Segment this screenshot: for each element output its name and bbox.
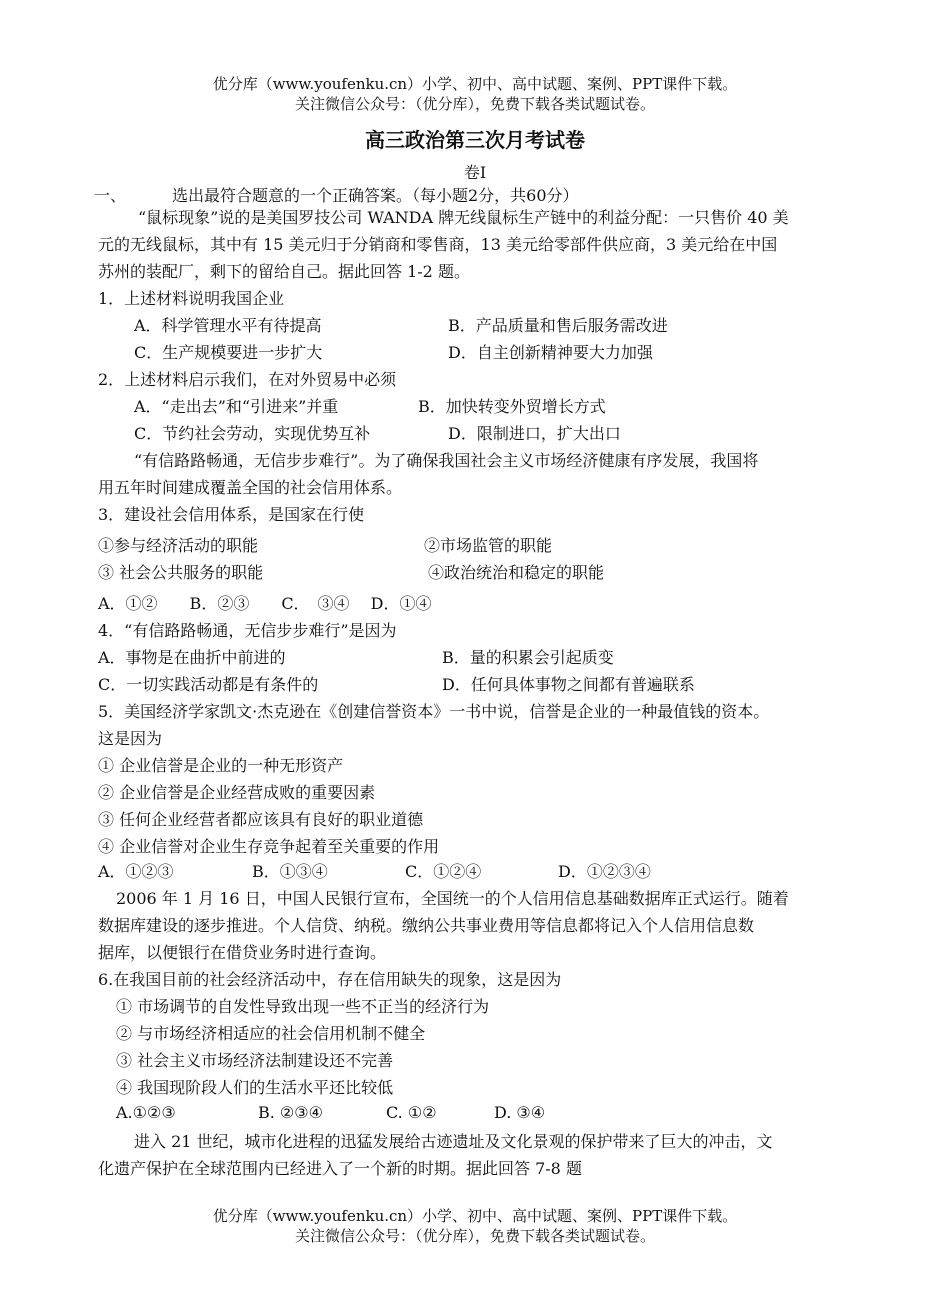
option-d: D．限制进口，扩大出口 (448, 424, 621, 443)
statement-4: ④ 我国现阶段人们的生活水平还比较低 (116, 1078, 394, 1097)
material-3-line: 数据库建设的逐步推进。个人信贷、纳税。缴纳公共事业费用等信息都将记入个人信用信息数 (98, 916, 755, 935)
option-a: A．“走出去”和“引进来”并重 (134, 397, 339, 416)
option-c: C. ①② (386, 1103, 437, 1122)
statement-1: ①参与经济活动的职能 (98, 536, 259, 555)
question-stem: 1．上述材料说明我国企业 (98, 289, 285, 308)
footer-line-1: 优分库（www.youfenku.cn）小学、初中、高中试题、案例、PPT课件下载。 (212, 1207, 738, 1225)
option-a: A．①②③ (98, 862, 174, 881)
exam-title: 高三政治第三次月考试卷 (365, 128, 585, 152)
question-stem: 6.在我国目前的社会经济活动中，存在信用缺失的现象，这是因为 (98, 970, 562, 989)
option-d: D．任何具体事物之间都有普遍联系 (442, 675, 695, 694)
option-c: C．节约社会劳动，实现优势互补 (134, 424, 371, 443)
material-3-line: 2006 年 1 月 16 日，中国人民银行宣布，全国统一的个人信用信息基础数据库正式运行。随着 (116, 889, 789, 908)
option-b: B．加快转变外贸增长方式 (418, 397, 606, 416)
statement-3: ③ 社会主义市场经济法制建设还不完善 (116, 1051, 394, 1070)
statement-1: ① 企业信誉是企业的一种无形资产 (98, 756, 344, 775)
volume-label: 卷I (463, 163, 487, 182)
question-stem: 5．美国经济学家凯文·杰克逊在《创建信誉资本》一书中说，信誉是企业的一种最值钱的资本。 (98, 702, 770, 721)
statement-2: ② 企业信誉是企业经营成败的重要因素 (98, 783, 376, 802)
section-instruction: 选出最符合题意的一个正确答案。（每小题2分，共60分） (172, 186, 579, 205)
header-line-2: 关注微信公众号：（优分库），免费下载各类试题试卷。 (294, 95, 655, 113)
option-b: B．产品质量和售后服务需改进 (448, 316, 668, 335)
material-2-line: “有信路路畅通，无信步步难行”。为了确保我国社会主义市场经济健康有序发展，我国将 (134, 451, 759, 470)
option-b: B．①③④ (252, 862, 328, 881)
statement-3: ③ 任何企业经营者都应该具有良好的职业道德 (98, 810, 424, 829)
question-stem: 这是因为 (98, 729, 163, 748)
header-line-1: 优分库（www.youfenku.cn）小学、初中、高中试题、案例、PPT课件下载。 (212, 75, 738, 93)
option-c: C．①②④ (405, 862, 482, 881)
material-4-line: 化遗产保护在全球范围内已经进入了一个新的时期。据此回答 7-8 题 (98, 1159, 582, 1178)
material-2-line: 用五年时间建成覆盖全国的社会信用体系。 (98, 478, 403, 497)
option-a: A．科学管理水平有待提高 (134, 316, 322, 335)
statement-2: ②市场监管的职能 (424, 536, 553, 555)
footer-line-2: 关注微信公众号：（优分库），免费下载各类试题试卷。 (294, 1227, 655, 1245)
option-c: C．生产规模要进一步扩大 (134, 343, 323, 362)
option-d: D．①②③④ (558, 862, 651, 881)
statement-4: ④ 企业信誉对企业生存竞争起着至关重要的作用 (98, 837, 440, 856)
option-a: A.①②③ (116, 1103, 176, 1122)
material-1-line: “鼠标现象”说的是美国罗技公司 WANDA 牌无线鼠标生产链中的利益分配：一只售价 40 美 (138, 208, 789, 227)
option-b: B．量的积累会引起质变 (442, 648, 614, 667)
question-stem: 2．上述材料启示我们，在对外贸易中必须 (98, 370, 397, 389)
statement-1: ① 市场调节的自发性导致出现一些不正当的经济行为 (116, 997, 490, 1016)
option-a: A．事物是在曲折中前进的 (98, 648, 286, 667)
answer-options: A．①② B．②③ C． ③④ D．①④ (98, 594, 432, 613)
material-1-line: 元的无线鼠标，其中有 15 美元归于分销商和零售商，13 美元给零部件供应商，3 美元给在中国 (98, 235, 778, 254)
material-3-line: 据库，以便银行在借贷业务时进行查询。 (98, 943, 387, 962)
option-c: C．一切实践活动都是有条件的 (98, 675, 319, 694)
section-number: 一、 (94, 186, 127, 205)
option-d: D．自主创新精神要大力加强 (448, 343, 653, 362)
statement-3: ③ 社会公共服务的职能 (98, 563, 264, 582)
question-stem: 3．建设社会信用体系，是国家在行使 (98, 505, 365, 524)
statement-2: ② 与市场经济相适应的社会信用机制不健全 (116, 1024, 426, 1043)
statement-4: ④政治统治和稳定的职能 (428, 563, 605, 582)
material-4-line: 进入 21 世纪，城市化进程的迅猛发展给古迹遗址及文化景观的保护带来了巨大的冲击，文 (134, 1132, 773, 1151)
option-d: D. ③④ (494, 1103, 546, 1122)
material-1-line: 苏州的装配厂，剩下的留给自己。据此回答 1-2 题。 (98, 262, 470, 281)
option-b: B. ②③④ (258, 1103, 323, 1122)
question-stem: 4．“有信路路畅通，无信步步难行”是因为 (98, 621, 397, 640)
